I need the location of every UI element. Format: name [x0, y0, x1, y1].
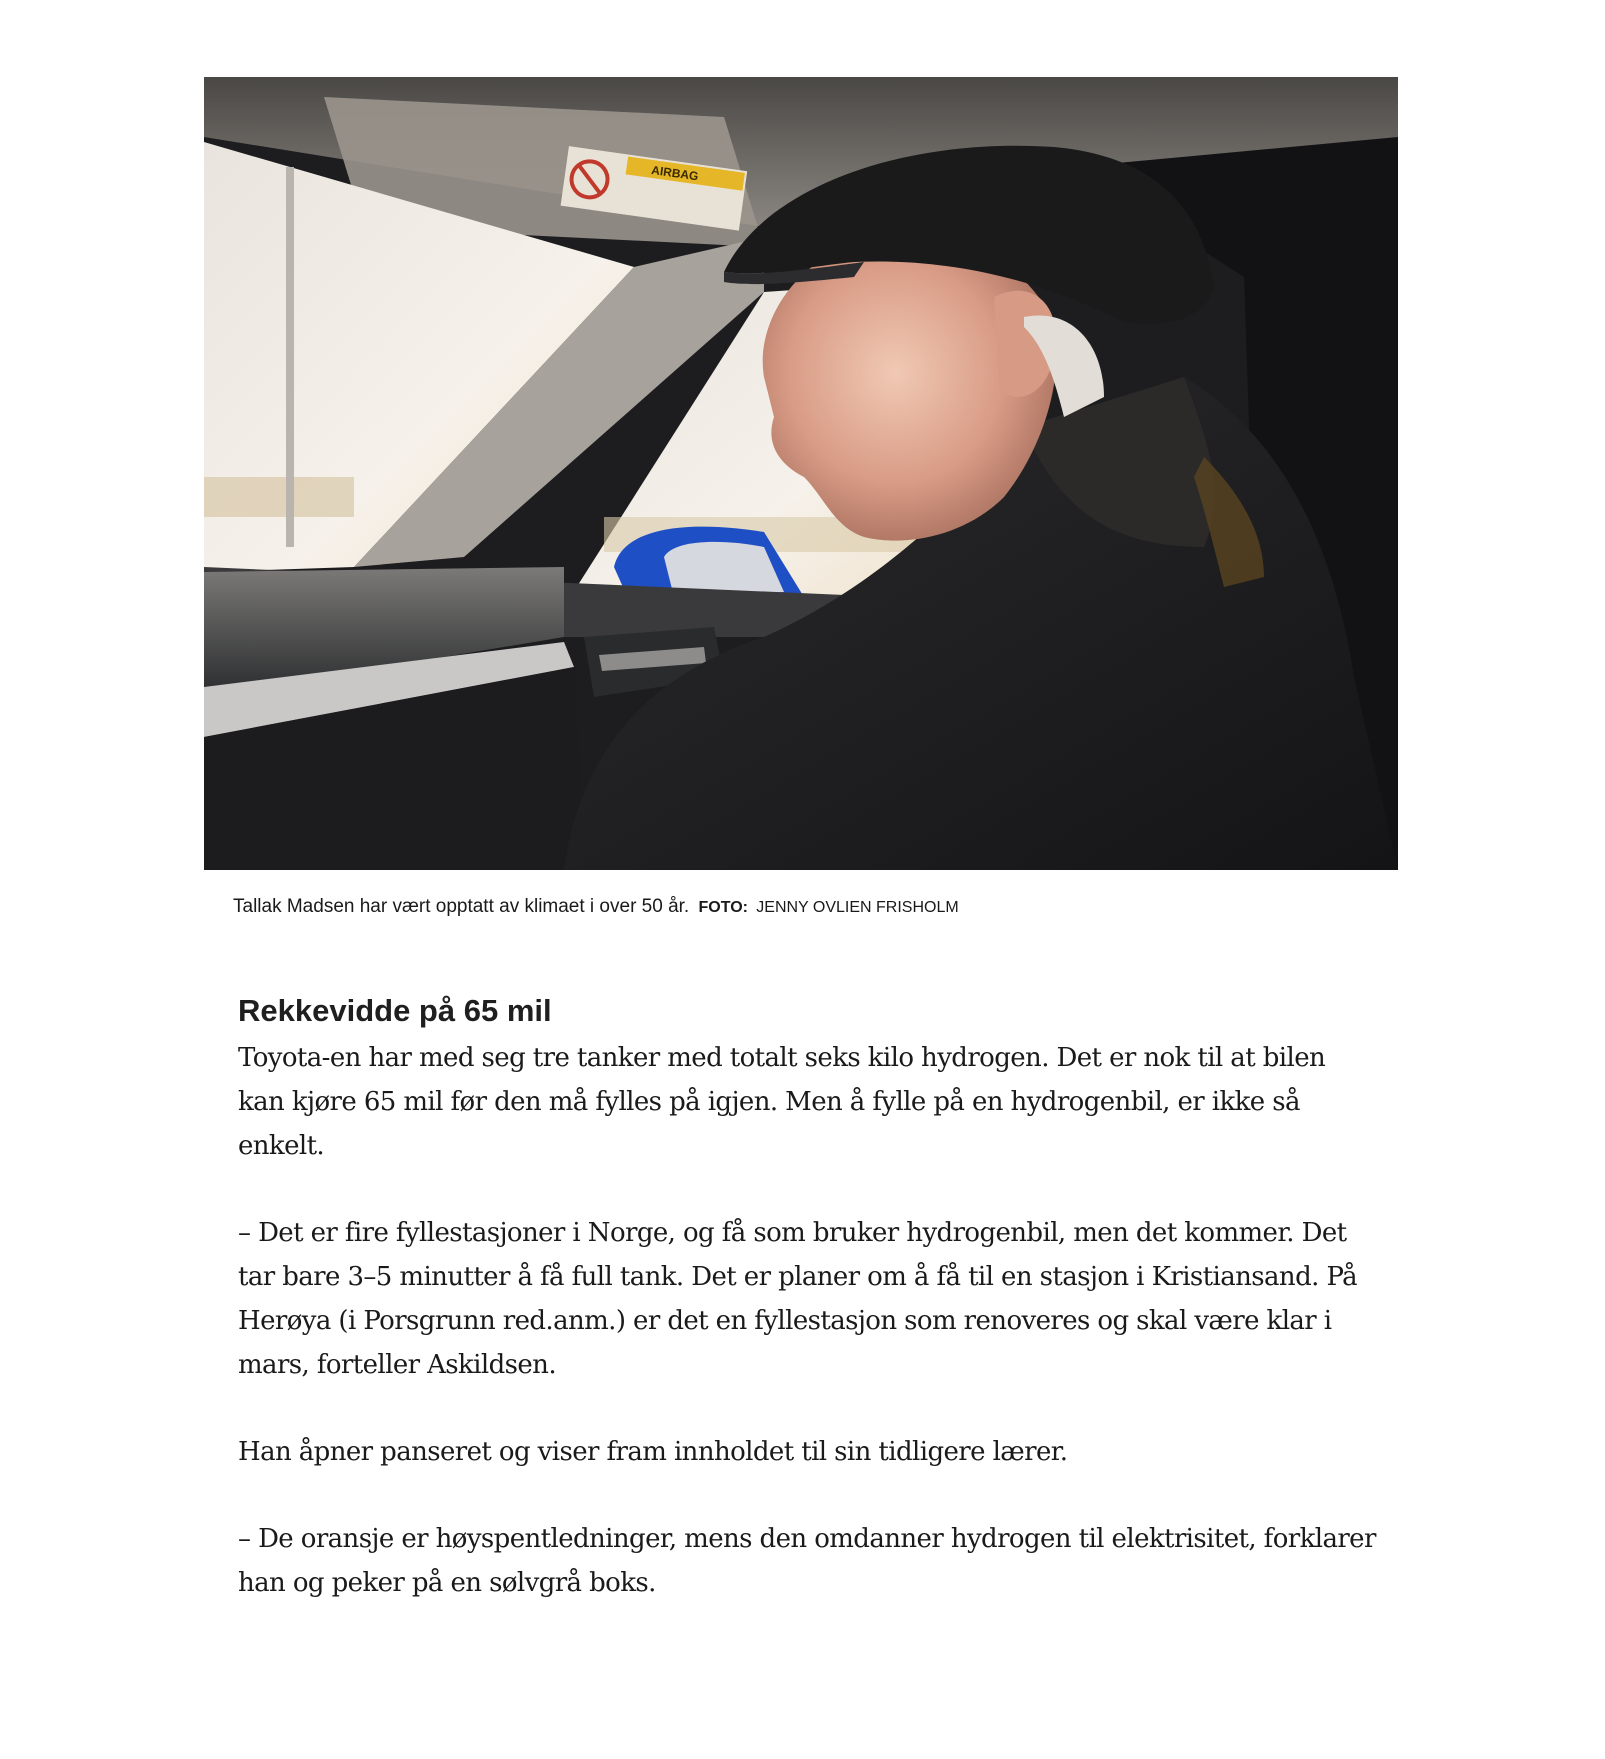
caption-text: Tallak Madsen har vært opptatt av klimaet i over 50 år.	[233, 896, 690, 917]
article-paragraph: Han åpner panseret og viser fram innholdet til sin tidligere lærer.	[238, 1437, 1068, 1467]
photo-caption	[233, 896, 959, 918]
photo-credit-name: JENNY OVLIEN FRISHOLM	[756, 899, 959, 916]
airbag-sticker-text: AIRBAG	[650, 162, 700, 184]
article-paragraph: – De oransje er høyspentledninger, mens den omdanner hydrogen til elektrisitet, forklarer han og peker på en sølvgrå boks.	[238, 1524, 1376, 1598]
article-paragraph: Toyota-en har med seg tre tanker med totalt seks kilo hydrogen. Det er nok til at bilen kan kjøre 65 mil før den må fylles på igjen. Men å fylle på en hydrogenbil, er ikke så enkelt.	[238, 1043, 1326, 1161]
section-heading: Rekkevidde på 65 mil	[238, 993, 552, 1028]
photo-credit-label: FOTO:	[698, 899, 748, 916]
article-body	[238, 990, 1378, 1648]
article-paragraph: – Det er fire fyllestasjoner i Norge, og få som bruker hydrogenbil, men det kommer. Det tar bare 3–5 minutter å få full tank. Det er planer om å få til en stasjon i Kristiansand. På Herøya (i Porsgrunn red.anm.) er det en fyllestasjon som renoveres og skal være klar i mars, forteller Askildsen.	[238, 1218, 1358, 1380]
article-photo	[204, 77, 1398, 870]
car-interior-illustration	[204, 77, 1398, 870]
